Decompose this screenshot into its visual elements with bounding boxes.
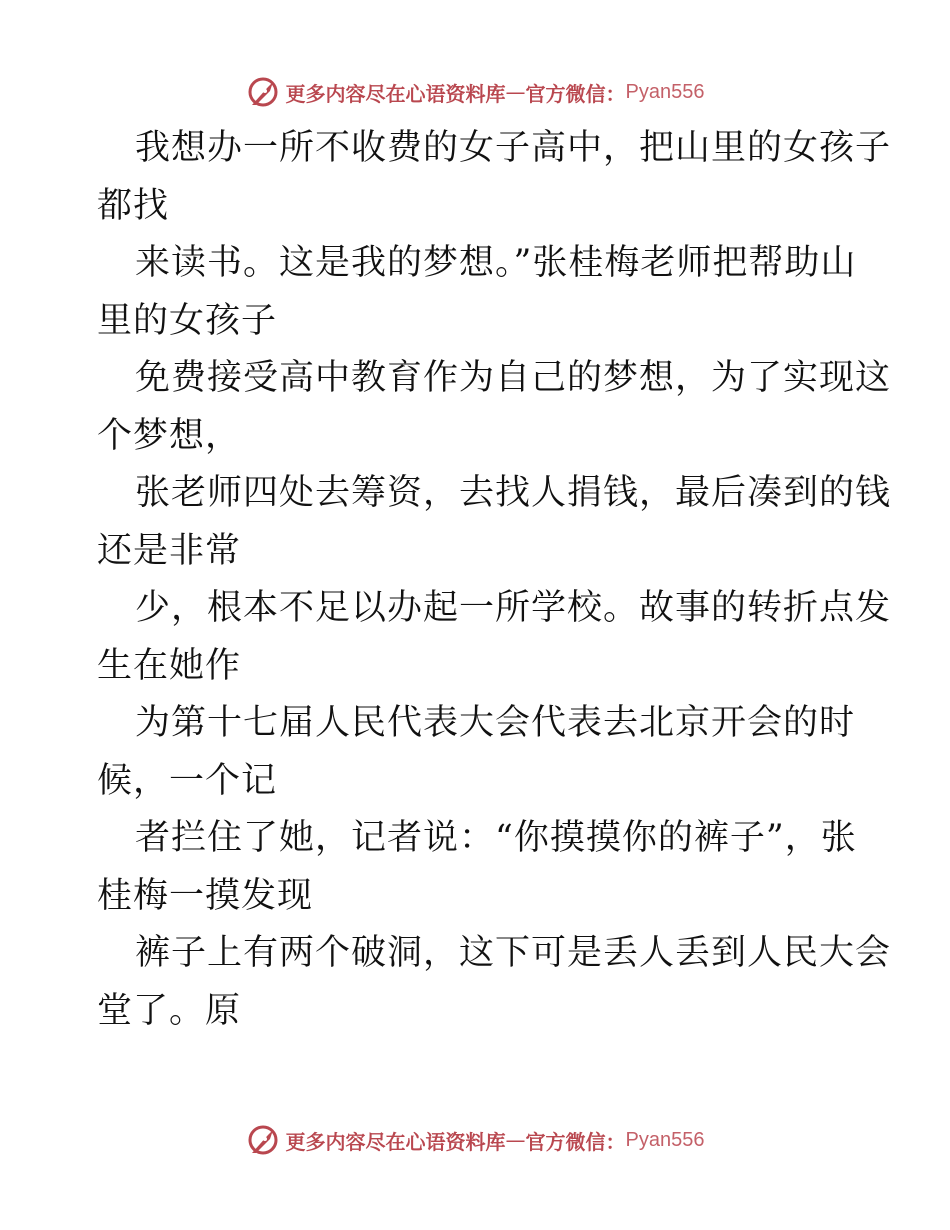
text-line: 都找 — [97, 185, 170, 226]
watermark-label: 官方微信： — [525, 81, 626, 106]
text-line: 桂梅一摸发现 — [97, 875, 314, 916]
document-body — [97, 120, 892, 1040]
watermark-label: 官方微信： — [525, 1129, 626, 1154]
text-line: 少，根本不足以办起一所学校。故事的转折点发 — [135, 588, 892, 628]
watermark-text: 更多内容尽在心语资料库 — [285, 81, 506, 106]
text-line: 堂了。原 — [97, 990, 242, 1031]
pen-nib-logo-icon — [246, 75, 280, 109]
footer-watermark — [0, 1118, 950, 1162]
text-line: 还是非常 — [97, 530, 242, 571]
text-line: 为第十七届人民代表大会代表去北京开会的时 — [135, 703, 856, 743]
watermark-separator: — — [505, 80, 526, 104]
header-watermark — [0, 70, 950, 114]
text-line: 我想办一所不收费的女子高中，把山里的女孩子 — [135, 128, 892, 168]
text-line: 张老师四处去筹资，去找人捐钱，最后凑到的钱 — [135, 473, 892, 513]
text-line: 来读书。这是我的梦想。”张桂梅老师把帮助山 — [135, 243, 857, 283]
text-line: 生在她作 — [97, 645, 242, 686]
watermark-text: 更多内容尽在心语资料库 — [285, 1129, 506, 1154]
text-line: 者拦住了她，记者说：“你摸摸你的裤子”，张 — [135, 818, 857, 858]
text-line: 候，一个记 — [97, 760, 278, 801]
watermark-account: Pyan556 — [625, 1128, 705, 1151]
text-line: 免费接受高中教育作为自己的梦想，为了实现这 — [135, 358, 892, 398]
watermark-account: Pyan556 — [625, 80, 705, 103]
text-line: 个梦想， — [97, 415, 242, 456]
text-line: 裤子上有两个破洞，这下可是丢人丢到人民大会 — [135, 933, 892, 973]
watermark-separator: — — [505, 1128, 526, 1152]
pen-nib-logo-icon — [246, 1123, 280, 1157]
text-line: 里的女孩子 — [97, 300, 278, 341]
